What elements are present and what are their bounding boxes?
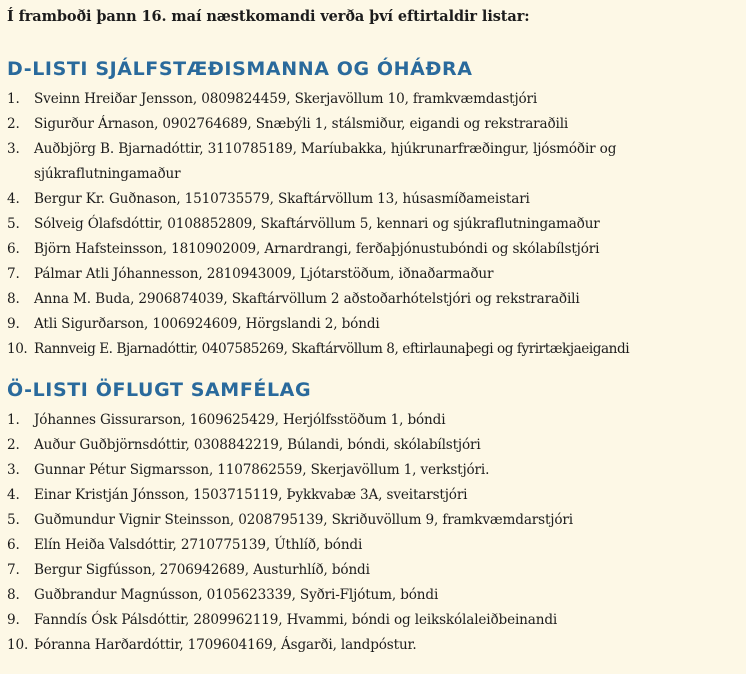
item-number: 8. [7, 587, 20, 603]
candidate-text: Bergur Sigfússon, 2706942689, Austurhlíð, bóndi [34, 562, 370, 578]
candidate-text: Auður Guðbjörnsdóttir, 0308842219, Búlandi, bóndi, skólabílstjóri [34, 437, 481, 453]
candidate-text: Fanndís Ósk Pálsdóttir, 2809962119, Hvammi, bóndi og leikskólaleiðbeinandi [34, 612, 558, 628]
item-number: 2. [7, 116, 20, 132]
list-item [0, 237, 746, 262]
list-item [0, 287, 746, 312]
item-number: 10. [7, 341, 28, 357]
candidate-text: Guðbrandur Magnússon, 0105623339, Syðri-Fljótum, bóndi [34, 587, 439, 603]
item-number: 5. [7, 512, 20, 528]
list-item [0, 608, 746, 633]
item-number: 6. [7, 537, 20, 553]
candidate-text: Sigurður Árnason, 0902764689, Snæbýli 1, stálsmiður, eigandi og rekstraraðili [34, 116, 569, 132]
item-number: 9. [7, 612, 20, 628]
candidate-text: Gunnar Pétur Sigmarsson, 1107862559, Skerjavöllum 1, verkstjóri. [34, 462, 490, 478]
candidate-text: Auðbjörg B. Bjarnadóttir, 3110785189, Maríubakka, hjúkrunarfræðingur, ljósmóðir og sjúkraflutningamaður [34, 141, 617, 182]
item-number: 10. [7, 637, 29, 653]
item-number: 3. [7, 462, 20, 478]
item-number: 9. [7, 316, 20, 332]
candidate-text: Anna M. Buda, 2906874039, Skaftárvöllum 2 aðstoðarhótelstjóri og rekstraraðili [34, 291, 580, 307]
d-list-heading: D-LISTI SJÁLFSTÆÐISMANNA OG ÓHÁÐRA [7, 58, 473, 80]
item-number: 4. [7, 191, 20, 207]
candidate-text: Þóranna Harðardóttir, 1709604169, Ásgarði, landpóstur. [34, 637, 417, 653]
item-number: 7. [7, 562, 20, 578]
list-item [0, 533, 746, 558]
list-item [0, 87, 746, 112]
item-number: 5. [7, 216, 20, 232]
o-list-heading: Ö-LISTI ÖFLUGT SAMFÉLAG [7, 379, 312, 401]
candidate-text: Sólveig Ólafsdóttir, 0108852809, Skaftárvöllum 5, kennari og sjúkraflutningamaður [34, 216, 600, 232]
candidate-text: Einar Kristján Jónsson, 1503715119, Þykkvabæ 3A, sveitarstjóri [34, 487, 468, 503]
item-number: 1. [7, 91, 20, 107]
list-item [0, 187, 746, 212]
candidate-text: Pálmar Atli Jóhannesson, 2810943009, Ljótarstöðum, iðnaðarmaður [34, 266, 494, 282]
d-list-candidates [0, 87, 746, 362]
list-item [0, 337, 746, 362]
list-item [0, 112, 746, 137]
candidate-text: Guðmundur Vignir Steinsson, 0208795139, Skriðuvöllum 9, framkvæmdarstjóri [34, 512, 573, 528]
list-item [0, 458, 746, 483]
item-number: 2. [7, 437, 20, 453]
list-item [0, 508, 746, 533]
list-item [0, 408, 746, 433]
list-item [0, 583, 746, 608]
item-number: 7. [7, 266, 20, 282]
candidate-text: Bergur Kr. Guðnason, 1510735579, Skaftárvöllum 13, húsasmíðameistari [34, 191, 530, 207]
item-number: 3. [7, 141, 20, 157]
item-number: 4. [7, 487, 20, 503]
o-list-candidates [0, 408, 746, 658]
list-item [0, 212, 746, 237]
candidate-text: Atli Sigurðarson, 1006924609, Hörgslandi 2, bóndi [34, 316, 380, 332]
item-number: 8. [7, 291, 20, 307]
list-item [0, 633, 746, 658]
item-number: 1. [7, 412, 20, 428]
list-item [0, 137, 674, 187]
list-item [0, 483, 746, 508]
list-item [0, 312, 746, 337]
candidate-text: Elín Heiða Valsdóttir, 2710775139, Úthlíð, bóndi [34, 537, 363, 553]
candidate-text: Jóhannes Gissurarson, 1609625429, Herjólfsstöðum 1, bóndi [34, 412, 446, 428]
list-item [0, 433, 746, 458]
candidate-text: Sveinn Hreiðar Jensson, 0809824459, Skerjavöllum 10, framkvæmdastjóri [34, 91, 538, 107]
intro-text: Í framboði þann 16. maí næstkomandi verða því eftirtaldir listar: [7, 8, 530, 25]
candidate-text: Rannveig E. Bjarnadóttir, 0407585269, Skaftárvöllum 8, eftirlaunaþegi og fyrirtækjaeigandi [34, 341, 630, 357]
list-item [0, 558, 746, 583]
list-item [0, 262, 746, 287]
candidate-text: Björn Hafsteinsson, 1810902009, Arnardrangi, ferðaþjónustubóndi og skólabílstjóri [34, 241, 600, 257]
item-number: 6. [7, 241, 20, 257]
